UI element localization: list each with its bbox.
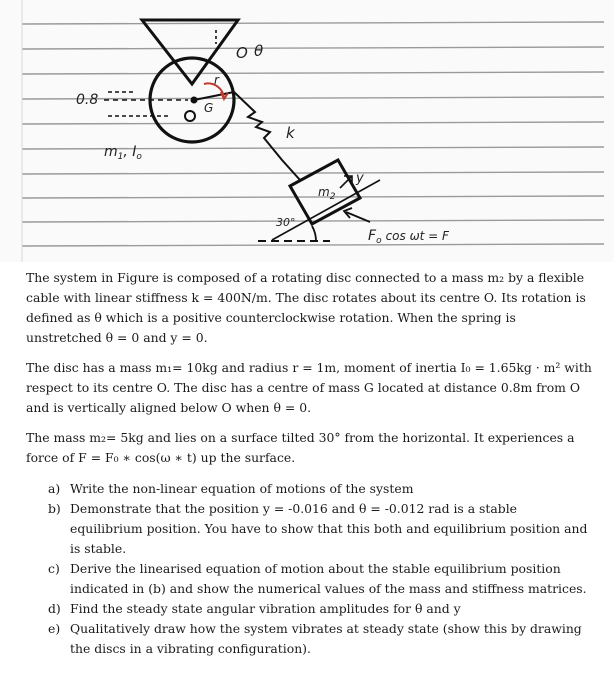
incline-angle-label: 30°: [276, 216, 296, 229]
problem-paragraph-3: The mass m₂= 5kg and lies on a surface tilted 30° from the horizontal. It experiences a force of F = F₀ ∗ cos(ω ∗ t) up the surface.: [26, 430, 575, 465]
question-d: d) Find the steady state angular vibration amplitudes for θ and y: [48, 601, 461, 616]
theta-label: θ: [254, 42, 264, 60]
question-e: e) Qualitatively draw how the system vibrates at steady state (show this by drawing the discs in a vibrating configuration).: [48, 621, 582, 656]
problem-paragraph-2: The disc has a mass m₁= 10kg and radius r = 1m, moment of inertia I₀ = 1.65kg · m² with respect to its centre O. The disc has a centre of mass G located at distance 0.8m from O and is vertically aligned below O when θ = 0.: [26, 360, 592, 415]
centre-g-label: G: [204, 101, 214, 115]
question-c: c) Derive the linearised equation of motion about the stable equilibrium position indicated in (b) and show the numerical values of the mass and stiffness matrices.: [48, 561, 587, 596]
question-list: [48, 479, 588, 659]
force-label: $F_o$ cos ωt = F: [368, 228, 449, 246]
question-b: b) Demonstrate that the position y = -0.016 and θ = -0.012 rad is a stable equilibrium position. You have to show that this both and equilibrium position and is stable.: [48, 501, 588, 556]
offset-label: 0.8: [76, 92, 99, 108]
y-coordinate-label: y: [356, 171, 364, 186]
stiffness-label: k: [286, 124, 295, 142]
problem-paragraph-1: The system in Figure is composed of a rotating disc connected to a mass m₂ by a flexible cable with linear stiffness k = 400N/m. The disc rotates about its centre O. Its rotation is defined as θ which is a positive counterclockwise rotation. When the spring is unstretched θ = 0 and y = 0.: [26, 270, 586, 345]
centre-o-label: O: [236, 44, 248, 62]
system-sketch-figure: [0, 0, 614, 262]
mass-inertia-label: $m_1$, $I_o$: [104, 144, 142, 162]
mass2-label: $m_2$: [318, 185, 336, 202]
radius-label: r: [214, 73, 219, 87]
centre-o-marker: [191, 97, 198, 104]
question-a: a) Write the non-linear equation of motions of the system: [48, 481, 414, 496]
